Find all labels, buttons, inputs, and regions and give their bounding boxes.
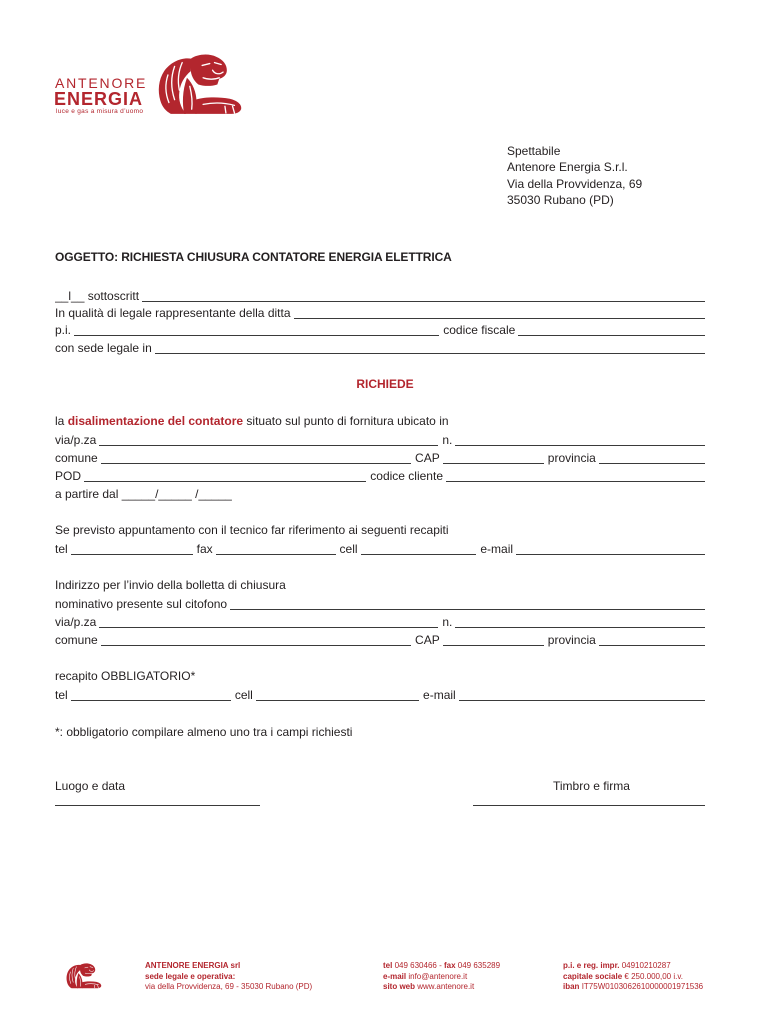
- company-label: In qualità di legale rappresentante della ditta: [55, 306, 291, 320]
- footer-web[interactable]: www.antenore.it: [417, 982, 475, 991]
- place-date-line: [55, 805, 260, 806]
- billing-province-line: [599, 645, 705, 646]
- footer-phone-line: [383, 961, 500, 972]
- vat-line: [74, 335, 439, 336]
- billing-province-label: provincia: [547, 633, 596, 647]
- footer-capital: € 250.000,00 i.v.: [624, 971, 683, 981]
- mandatory-cell-label: cell: [234, 688, 253, 702]
- start-date-row: [55, 487, 232, 502]
- appointment-email-label: e-mail: [480, 542, 514, 556]
- footer-lion-icon: [62, 962, 102, 989]
- pod-line: [84, 481, 366, 482]
- footer-fax-label: fax: [443, 961, 456, 970]
- footer-capital-label: capitale sociale: [563, 971, 623, 981]
- appointment-fax-line: [216, 554, 336, 555]
- footer-capital-line: [563, 972, 703, 983]
- supply-city-line: [101, 463, 411, 464]
- place-date-label: Luogo e data: [55, 779, 126, 793]
- recipient-street: Via della Provvidenza, 69: [507, 176, 643, 191]
- footer-iban-label: iban: [563, 982, 580, 991]
- vat-taxcode-row: [55, 323, 705, 338]
- mandatory-email-label: e-mail: [423, 688, 456, 702]
- supply-number-line: [455, 445, 705, 446]
- customer-code-line: [446, 481, 705, 482]
- lion-icon: [148, 52, 243, 115]
- billing-city-label: comune: [55, 633, 98, 647]
- mandatory-tel-label: tel: [55, 688, 68, 702]
- supply-province-line: [599, 463, 705, 464]
- billing-number-line: [455, 627, 705, 628]
- vat-label: p.i.: [55, 323, 72, 337]
- footer-company-block: [145, 961, 312, 993]
- mandatory-cell-line: [256, 700, 419, 701]
- footer-contact-block: [383, 961, 500, 993]
- footer-separator: -: [439, 961, 442, 970]
- signatory-name-line: [142, 301, 705, 302]
- signatory-row: [55, 289, 705, 304]
- start-date-blanks: _____/_____ /_____: [121, 487, 232, 501]
- supply-zip-line: [443, 463, 544, 464]
- appointment-tel-line: [71, 554, 193, 555]
- footer-iban-line: [563, 982, 703, 993]
- appointment-cell-label: cell: [339, 542, 358, 556]
- billing-zip-label: CAP: [415, 633, 440, 647]
- billing-city-row: [55, 633, 705, 648]
- company-name-line: [294, 318, 706, 319]
- footer-vat: 04910210287: [621, 961, 671, 970]
- logo-wordmark-energia: ENERGIA: [54, 89, 144, 109]
- supply-city-row: [55, 451, 705, 466]
- footer-address: via della Provvidenza, 69 - 35030 Rubano (PD): [145, 982, 313, 991]
- pod-label: POD: [55, 469, 82, 483]
- supply-intro-prefix: la: [55, 414, 65, 428]
- appointment-contacts-row: [55, 542, 705, 557]
- mandatory-tel-line: [71, 700, 231, 701]
- customer-code-label: codice cliente: [370, 469, 443, 483]
- billing-city-line: [101, 645, 411, 646]
- footer-vat-line: [563, 961, 703, 972]
- logo-tagline: luce e gas a misura d’uomo: [56, 108, 144, 115]
- appointment-intro: Se previsto appuntamento con il tecnico far riferimento ai seguenti recapiti: [55, 523, 449, 537]
- appointment-fax-label: fax: [196, 542, 213, 556]
- mandatory-contact-heading: recapito OBBLIGATORIO*: [55, 669, 196, 683]
- footer-email[interactable]: info@antenore.it: [408, 971, 468, 981]
- recipient-salutation: Spettabile: [507, 144, 561, 158]
- footer-office-label: sede legale e operativa:: [145, 971, 236, 981]
- signatory-label-group: [55, 289, 139, 304]
- letter-subject: OGGETTO: RICHIESTA CHIUSURA CONTATORE ENERGIA ELETTRICA: [55, 250, 452, 264]
- tax-code-line: [518, 335, 705, 336]
- intercom-name-line: [230, 609, 705, 610]
- billing-zip-line: [443, 645, 544, 646]
- billing-intro: Indirizzo per l’invio della bolletta di chiusura: [55, 578, 286, 592]
- supply-province-label: provincia: [547, 451, 596, 465]
- supply-zip-label: CAP: [415, 451, 440, 465]
- footer-legal-block: [563, 961, 703, 993]
- tax-code-label: codice fiscale: [443, 323, 516, 337]
- supply-number-label: n.: [442, 433, 453, 447]
- supply-street-line: [99, 445, 438, 446]
- appointment-tel-label: tel: [55, 542, 68, 556]
- billing-street-row: [55, 615, 705, 630]
- intercom-name-label: nominativo presente sul citofono: [55, 597, 228, 611]
- signatory-label: sottoscritt: [87, 289, 140, 303]
- footer-iban: IT75W0103062610000001971536: [581, 982, 704, 991]
- footer-vat-label: p.i. e reg. impr.: [563, 961, 620, 970]
- supply-city-label: comune: [55, 451, 98, 465]
- supply-intro-highlight: disalimentazione del contatore: [67, 414, 244, 428]
- footer-company: ANTENORE ENERGIA srl: [145, 961, 241, 970]
- mandatory-email-line: [459, 700, 705, 701]
- logo-wordmark-antenore: ANTENORE: [55, 75, 148, 91]
- recipient-address: [507, 143, 642, 209]
- supply-pod-row: [55, 469, 705, 484]
- footer-tel-label: tel: [383, 961, 393, 970]
- recipient-city: 35030 Rubano (PD): [507, 193, 614, 208]
- supply-intro: [55, 414, 449, 429]
- request-heading: RICHIEDE: [356, 377, 414, 391]
- footnote: *: obbligatorio compilare almeno uno tra i campi richiesti: [55, 725, 353, 739]
- supply-intro-suffix: situato sul punto di fornitura ubicato in: [246, 414, 449, 428]
- intercom-name-row: [55, 597, 705, 612]
- appointment-email-line: [516, 554, 705, 555]
- billing-street-line: [99, 627, 438, 628]
- signature-line: [473, 805, 705, 806]
- recipient-company: Antenore Energia S.r.l.: [507, 160, 628, 175]
- registered-office-line: [155, 353, 705, 354]
- registered-office-row: [55, 341, 705, 356]
- gender-blank: __l__: [55, 289, 85, 303]
- mandatory-contact-row: [55, 688, 705, 703]
- company-row: [55, 306, 705, 321]
- billing-number-label: n.: [442, 615, 453, 629]
- start-date-label: a partire dal: [55, 487, 119, 501]
- registered-office-label: con sede legale in: [55, 341, 152, 355]
- stamp-signature-label: Timbro e firma: [553, 779, 630, 793]
- footer-web-line: [383, 982, 500, 993]
- billing-street-label: via/p.za: [55, 615, 97, 629]
- footer-tel: 049 630466: [394, 961, 437, 970]
- footer-web-label: sito web: [383, 982, 416, 991]
- supply-street-label: via/p.za: [55, 433, 97, 447]
- appointment-cell-line: [361, 554, 477, 555]
- footer-fax: 049 635289: [457, 961, 501, 970]
- footer-email-label: e-mail: [383, 971, 407, 981]
- footer-email-line: [383, 972, 500, 983]
- supply-street-row: [55, 433, 705, 448]
